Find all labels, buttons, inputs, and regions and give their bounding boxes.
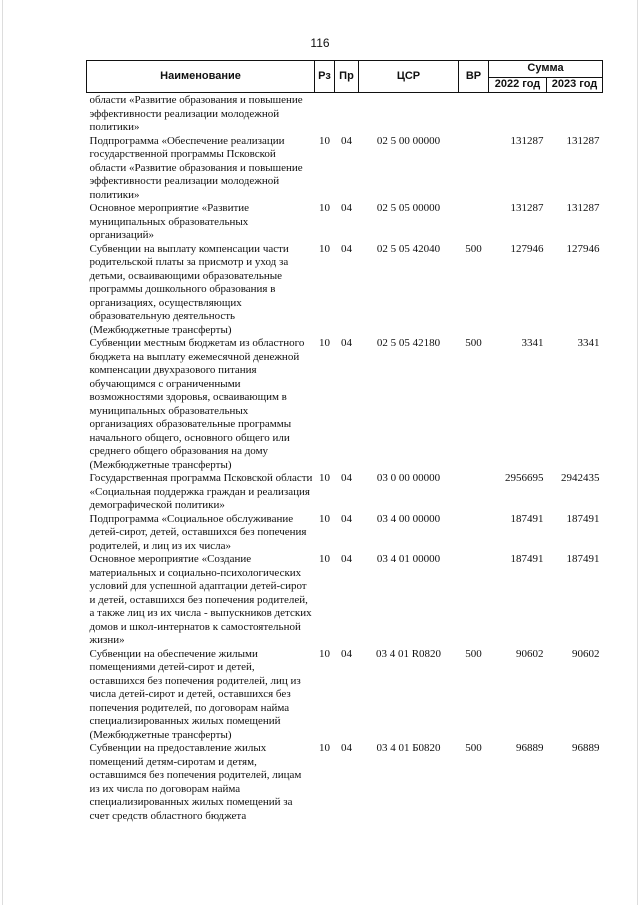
row-vr xyxy=(459,93,489,135)
row-sum-2022: 3341 xyxy=(521,337,544,349)
row-pr: 04 xyxy=(341,553,352,565)
page-number: 116 xyxy=(310,36,330,50)
row-sum-2022: 187491 xyxy=(510,512,544,525)
row-vr xyxy=(459,202,489,243)
row-pr: 04 xyxy=(341,472,352,484)
row-sum-2023: 96889 xyxy=(572,742,600,754)
left-scan-edge xyxy=(2,0,3,905)
table-row xyxy=(87,472,603,513)
row-sum-2023: 187491 xyxy=(566,553,600,565)
row-name: Подпрограмма «Обеспечение реализации государственной программы Псковской области «Развитие образования и повышение эффективности реализации молодежной политики» xyxy=(89,134,303,201)
row-pr xyxy=(335,93,359,135)
row-pr: 04 xyxy=(341,202,352,214)
row-sum-2022: 127946 xyxy=(510,242,544,255)
row-sum-2022 xyxy=(489,93,547,135)
row-rz: 10 xyxy=(319,742,330,754)
row-sum-2023: 90602 xyxy=(572,647,600,660)
row-name: Субвенции на выплату компенсации части родительской платы за присмотр и уход за детьми, осваивающими образовательные программы дошкольного образования в организациях, осуществляющих образовательную деятельность (Межбюджетные трансферты) xyxy=(89,242,289,336)
row-name: области «Развитие образования и повышение эффективности реализации молодежной политики» xyxy=(89,94,303,133)
row-name: Субвенции местным бюджетам из областного бюджета на выплату ежемесячной денежной компенсации двухразового питания обучающимся с ограниченными возможностями здоровья, осваивающим в муниципальных образовательных организациях образовательные программы начального общего, основного общего или среднего общего образования на дому (Межбюджетные трансферты) xyxy=(89,337,305,471)
row-csr: 03 4 01 R0820 xyxy=(375,647,442,660)
row-rz xyxy=(315,93,335,135)
row-sum-2023: 127946 xyxy=(566,242,600,255)
row-rz: 10 xyxy=(319,553,330,565)
header-pr: Пр xyxy=(335,61,359,93)
table-body xyxy=(87,93,603,824)
right-scan-edge xyxy=(637,0,638,905)
row-csr: 02 5 05 42180 xyxy=(376,337,441,349)
table-header xyxy=(87,61,603,93)
table-row xyxy=(87,93,603,135)
row-sum-2022: 131287 xyxy=(510,202,544,214)
row-pr: 04 xyxy=(341,742,352,754)
row-sum-2022: 90602 xyxy=(516,647,544,660)
row-rz: 10 xyxy=(319,337,330,349)
row-name: Субвенции на предоставление жилых помещений детям-сиротам и детям, оставшимся без попечения родителей, лицам из их числа по договорам найма специализированных жилых помещений за счет средств областного бюджета xyxy=(89,742,302,822)
row-name: Подпрограмма «Социальное обслуживание детей-сирот, детей, оставшихся без попечения родителей, и лиц из их числа» xyxy=(89,512,307,552)
row-sum-2022: 2956695 xyxy=(505,472,544,484)
row-name: Государственная программа Псковской области «Социальная поддержка граждан и реализация демографической политики» xyxy=(89,472,313,511)
row-rz: 10 xyxy=(319,202,330,214)
row-csr: 03 4 01 Б0820 xyxy=(376,742,441,754)
row-rz: 10 xyxy=(319,134,330,147)
row-name: Основное мероприятие «Развитие муниципальных образовательных организаций» xyxy=(89,202,250,241)
table-row xyxy=(87,135,603,203)
row-pr: 04 xyxy=(341,512,352,525)
row-pr: 04 xyxy=(341,337,352,349)
header-name: Наименование xyxy=(87,61,315,93)
table-row xyxy=(87,648,603,743)
row-sum-2023: 131287 xyxy=(566,202,600,214)
row-rz: 10 xyxy=(319,472,330,484)
row-vr: 500 xyxy=(465,337,482,349)
table-row xyxy=(87,742,603,823)
row-sum-2022: 187491 xyxy=(510,553,544,565)
header-2022: 2022 год xyxy=(489,78,547,93)
header-rz: Рз xyxy=(315,61,335,93)
table-row xyxy=(87,337,603,472)
row-sum-2022: 96889 xyxy=(516,742,544,754)
row-vr: 500 xyxy=(465,647,482,660)
row-sum-2023 xyxy=(547,93,603,135)
row-name: Субвенции на обеспечение жилыми помещениями детей-сирот и детей, оставшихся без попечения родителей, лиц из числа детей-сирот и детей, оставшихся без попечения родителей, по договорам найма специализированных жилых помещений (Межбюджетные трансферты) xyxy=(89,647,301,741)
row-vr xyxy=(459,472,489,513)
row-csr: 02 5 05 42040 xyxy=(376,242,441,255)
row-name: Основное мероприятие «Создание материальных и социально-психологических условий для успешной адаптации детей-сирот и детей, оставшихся без попечения родителей, а также лиц из их числа - выпускников детских домов и школ-интернатов к самостоятельной жизни» xyxy=(89,553,312,646)
header-csr: ЦСР xyxy=(359,61,459,93)
row-csr: 02 5 00 00000 xyxy=(376,134,441,147)
table-row xyxy=(87,553,603,648)
row-pr: 04 xyxy=(341,134,352,147)
row-csr xyxy=(359,93,459,135)
table-row xyxy=(87,513,603,554)
row-vr xyxy=(459,513,489,554)
header-2023: 2023 год xyxy=(547,78,603,93)
row-rz: 10 xyxy=(319,242,330,255)
row-pr: 04 xyxy=(341,647,352,660)
table-row xyxy=(87,202,603,243)
row-vr: 500 xyxy=(465,742,482,754)
header-vr: ВР xyxy=(459,61,489,93)
row-sum-2023: 131287 xyxy=(566,134,600,147)
row-rz: 10 xyxy=(319,512,330,525)
row-csr: 03 4 00 00000 xyxy=(376,512,441,525)
row-rz: 10 xyxy=(319,647,330,660)
row-vr xyxy=(459,553,489,648)
budget-table xyxy=(86,60,603,823)
table-row xyxy=(87,243,603,338)
row-sum-2023: 2942435 xyxy=(561,472,600,484)
row-vr xyxy=(459,135,489,203)
row-sum-2023: 3341 xyxy=(577,337,600,349)
row-csr: 02 5 05 00000 xyxy=(376,202,441,214)
row-sum-2022: 131287 xyxy=(510,134,544,147)
row-vr: 500 xyxy=(465,242,482,255)
header-sum: Сумма xyxy=(489,61,603,78)
row-csr: 03 4 01 00000 xyxy=(376,553,441,565)
row-pr: 04 xyxy=(341,242,352,255)
row-sum-2023: 187491 xyxy=(566,512,600,525)
row-csr: 03 0 00 00000 xyxy=(376,472,441,484)
